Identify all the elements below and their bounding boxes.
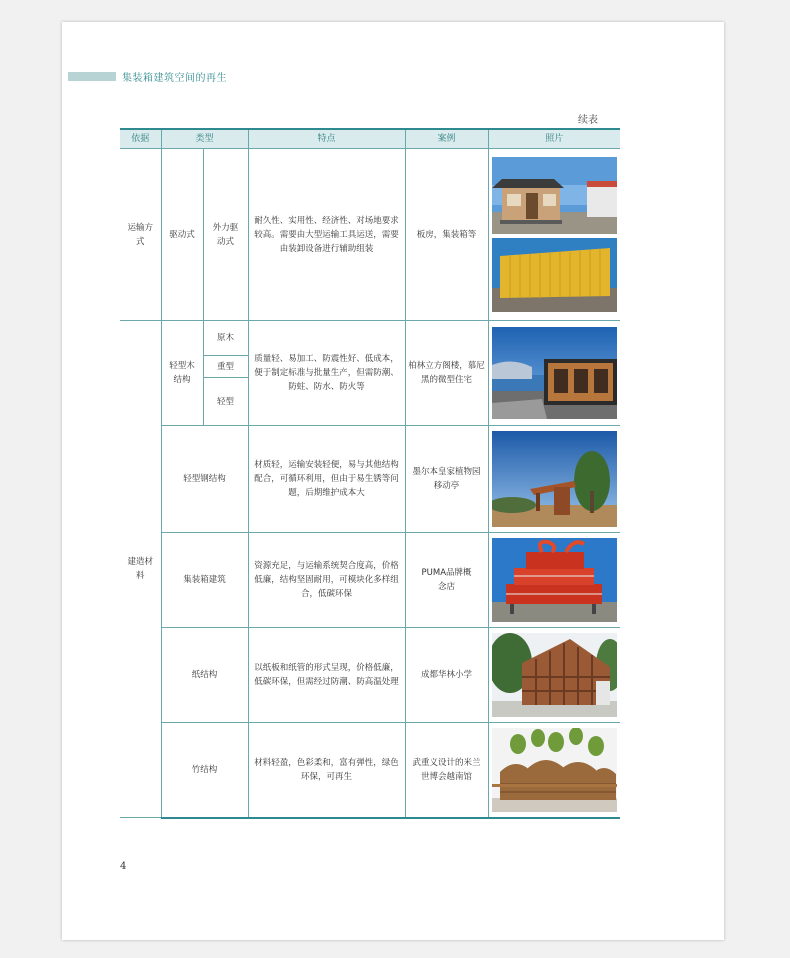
case-cell: 柏林立方阁楼，慕尼黑的微型住宅 bbox=[405, 321, 488, 426]
type-cell: 纸结构 bbox=[161, 628, 248, 723]
case-cell: 墨尔本皇家植物园移动亭 bbox=[405, 426, 488, 533]
mobile-pavilion-photo bbox=[492, 431, 617, 527]
bamboo-pavilion-photo bbox=[492, 728, 617, 812]
type-cell: 轻型木结构 bbox=[161, 321, 203, 426]
features-cell: 质量轻、易加工、防震性好、低成本，便于制定标准与批量生产，但需防潮、防蛀、防水、防火等 bbox=[248, 321, 405, 426]
photo-cell bbox=[488, 149, 620, 321]
case-cell: 成都华林小学 bbox=[405, 628, 488, 723]
type-cell: 竹结构 bbox=[161, 723, 248, 818]
type-cell: 集装箱建筑 bbox=[161, 533, 248, 628]
basis-cell: 运输方式 bbox=[120, 149, 161, 321]
running-header-title: 集装箱建筑空间的再生 bbox=[122, 73, 227, 84]
header-case: 案例 bbox=[405, 129, 488, 149]
photo-cell bbox=[488, 723, 620, 818]
table-row bbox=[120, 723, 620, 818]
header-basis: 依据 bbox=[120, 129, 161, 149]
type-cell: 轻型钢结构 bbox=[161, 426, 248, 533]
table-row bbox=[120, 533, 620, 628]
shipping-container-photo bbox=[492, 238, 617, 312]
header-photo: 照片 bbox=[488, 129, 620, 149]
photo-cell bbox=[488, 533, 620, 628]
table-row bbox=[120, 321, 620, 356]
photo-cell bbox=[488, 628, 620, 723]
subtype-cell: 轻型 bbox=[203, 378, 248, 426]
case-cell: 武重义设计的米兰世博会越南馆 bbox=[405, 723, 488, 818]
features-cell: 耐久性、实用性、经济性、对场地要求较高。需要由大型运输工具运送，需要由装卸设备进行辅助组装 bbox=[248, 149, 405, 321]
portable-cabin-photo bbox=[492, 157, 617, 234]
photo-cell bbox=[488, 321, 620, 426]
features-cell: 资源充足，与运输系统契合度高，价格低廉，结构坚固耐用，可模块化多样组合，低碳环保 bbox=[248, 533, 405, 628]
features-cell: 以纸板和纸管的形式呈现，价格低廉，低碳环保，但需经过防潮、防高温处理 bbox=[248, 628, 405, 723]
basis-cell: 建造材料 bbox=[120, 321, 161, 818]
type-cell: 驱动式 bbox=[161, 149, 203, 321]
header-features: 特点 bbox=[248, 129, 405, 149]
table-row bbox=[120, 149, 620, 321]
subtype-cell: 原木 bbox=[203, 321, 248, 356]
table-continued-label: 续表 bbox=[578, 115, 598, 126]
subtype-cell: 重型 bbox=[203, 356, 248, 378]
puma-store-photo bbox=[492, 538, 617, 622]
subtype-cell: 外力驱动式 bbox=[203, 149, 248, 321]
features-cell: 材质轻，运输安装轻便，易与其他结构配合，可循环利用，但由于易生锈等问题，后期维护成本大 bbox=[248, 426, 405, 533]
features-cell: 材料轻盈，色彩柔和，富有弹性，绿色环保，可再生 bbox=[248, 723, 405, 818]
header-accent-bar bbox=[68, 72, 116, 81]
table-row bbox=[120, 628, 620, 723]
paper-school-photo bbox=[492, 633, 617, 717]
cube-loft-photo bbox=[492, 327, 617, 419]
case-cell: PUMA品牌概念店 bbox=[405, 533, 488, 628]
header-type: 类型 bbox=[161, 129, 248, 149]
page-number: 4 bbox=[120, 861, 127, 872]
table-header-row bbox=[120, 129, 620, 149]
photo-cell bbox=[488, 426, 620, 533]
table-row bbox=[120, 426, 620, 533]
classification-table bbox=[120, 128, 620, 819]
case-cell: 板房，集装箱等 bbox=[405, 149, 488, 321]
